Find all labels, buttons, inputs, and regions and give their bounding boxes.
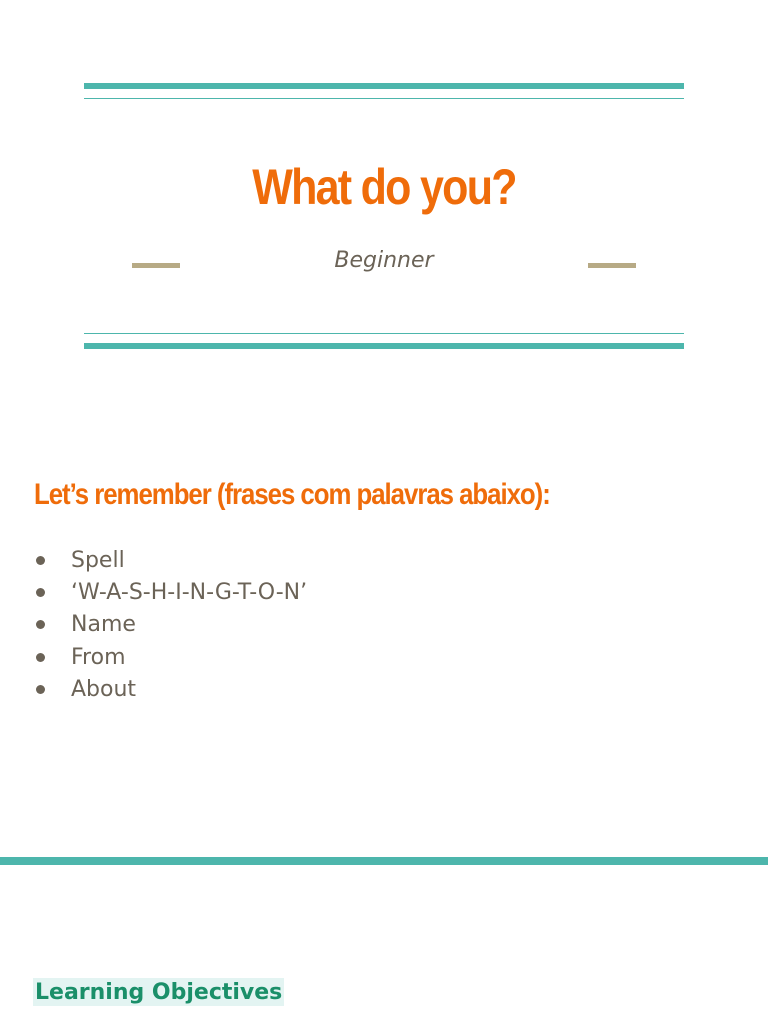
bottom-rule-thin xyxy=(84,333,684,334)
list-item xyxy=(36,673,307,705)
slide-title: What do you? xyxy=(252,159,516,215)
bullet-text: Spell xyxy=(71,547,125,573)
bullet-icon xyxy=(36,588,45,597)
learning-objectives-heading: Learning Objectives xyxy=(35,980,283,1005)
section-heading: Let’s remember (frases com palavras abaixo): xyxy=(34,478,550,511)
bullet-icon xyxy=(36,685,45,694)
top-rule-thin xyxy=(84,98,684,99)
list-item xyxy=(36,544,307,576)
slide-divider xyxy=(0,857,768,865)
bullet-text: From xyxy=(71,644,126,670)
right-dash xyxy=(588,263,636,268)
bullet-text: Name xyxy=(71,612,136,638)
slide-subtitle: Beginner xyxy=(334,248,434,273)
bullet-icon xyxy=(36,620,45,629)
list-item xyxy=(36,641,307,673)
bullet-text: ‘W-A-S-H-I-N-G-T-O-N’ xyxy=(71,579,308,605)
list-item xyxy=(36,576,307,608)
top-rule-thick xyxy=(84,83,684,89)
bullet-icon xyxy=(36,653,45,662)
bullet-text: About xyxy=(71,676,137,702)
bullet-list xyxy=(36,544,307,705)
bottom-rule-thick xyxy=(84,343,684,349)
list-item xyxy=(36,609,307,641)
bullet-icon xyxy=(36,556,45,565)
